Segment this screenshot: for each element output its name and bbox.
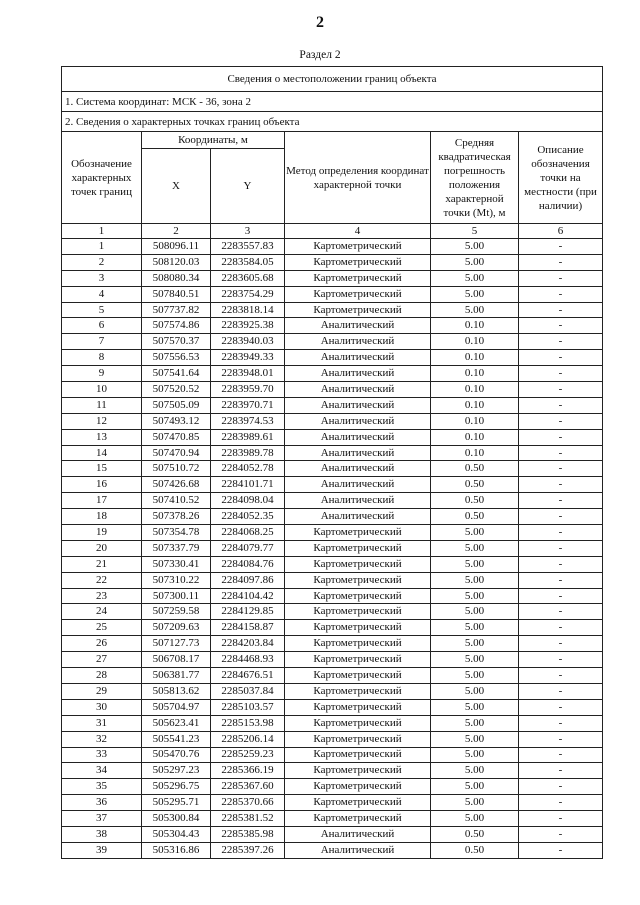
x-coordinate-cell: 507337.79 [142, 540, 211, 556]
table-row [62, 350, 603, 366]
table-row [62, 509, 603, 525]
method-cell: Картометрический [285, 604, 431, 620]
error-column-header: Средняя квадратическая погрешность положения характерной точки (Mt), м [431, 132, 519, 224]
table-row [62, 763, 603, 779]
x-coordinate-cell: 507505.09 [142, 397, 211, 413]
method-cell: Картометрический [285, 652, 431, 668]
description-cell: - [519, 445, 603, 461]
table-row [62, 413, 603, 429]
method-cell: Картометрический [285, 572, 431, 588]
description-column-header: Описание обозначения точки на местности (при наличии) [519, 132, 603, 224]
table-row [62, 540, 603, 556]
table-row [62, 461, 603, 477]
description-cell: - [519, 239, 603, 255]
description-cell: - [519, 461, 603, 477]
error-cell: 0.10 [431, 350, 519, 366]
x-coordinate-cell: 505304.43 [142, 826, 211, 842]
column-number: 6 [519, 224, 603, 239]
method-cell: Картометрический [285, 683, 431, 699]
table-row [62, 747, 603, 763]
point-id-cell: 4 [62, 286, 142, 302]
point-id-cell: 29 [62, 683, 142, 699]
x-coordinate-cell: 507840.51 [142, 286, 211, 302]
method-cell: Картометрический [285, 811, 431, 827]
x-column-header: X [142, 149, 211, 224]
y-coordinate-cell: 2284052.35 [211, 509, 285, 525]
y-coordinate-cell: 2283949.33 [211, 350, 285, 366]
point-id-cell: 25 [62, 620, 142, 636]
point-id-cell: 9 [62, 366, 142, 382]
method-cell: Картометрический [285, 668, 431, 684]
method-cell: Картометрический [285, 270, 431, 286]
x-coordinate-cell: 507541.64 [142, 366, 211, 382]
error-cell: 0.50 [431, 826, 519, 842]
x-coordinate-cell: 507426.68 [142, 477, 211, 493]
point-id-cell: 17 [62, 493, 142, 509]
point-id-cell: 31 [62, 715, 142, 731]
description-cell: - [519, 620, 603, 636]
y-coordinate-cell: 2284158.87 [211, 620, 285, 636]
table-row [62, 588, 603, 604]
page-number: 2 [316, 14, 324, 31]
description-cell: - [519, 572, 603, 588]
x-coordinate-cell: 507310.22 [142, 572, 211, 588]
x-coordinate-cell: 507209.63 [142, 620, 211, 636]
x-coordinate-cell: 505813.62 [142, 683, 211, 699]
points-heading-row [62, 112, 603, 132]
point-id-cell: 11 [62, 397, 142, 413]
x-coordinate-cell: 507493.12 [142, 413, 211, 429]
y-coordinate-cell: 2284104.42 [211, 588, 285, 604]
error-cell: 0.10 [431, 413, 519, 429]
description-cell: - [519, 699, 603, 715]
x-coordinate-cell: 505297.23 [142, 763, 211, 779]
table-row [62, 239, 603, 255]
method-cell: Картометрический [285, 731, 431, 747]
error-cell: 0.10 [431, 445, 519, 461]
y-coordinate-cell: 2284097.86 [211, 572, 285, 588]
description-cell: - [519, 636, 603, 652]
method-cell: Картометрический [285, 795, 431, 811]
description-cell: - [519, 318, 603, 334]
table-row [62, 445, 603, 461]
point-id-cell: 23 [62, 588, 142, 604]
description-cell: - [519, 683, 603, 699]
table-row [62, 683, 603, 699]
column-header-row [62, 132, 603, 149]
description-cell: - [519, 286, 603, 302]
table-row [62, 826, 603, 842]
y-coordinate-cell: 2283940.03 [211, 334, 285, 350]
table-row [62, 652, 603, 668]
y-coordinate-cell: 2285381.52 [211, 811, 285, 827]
point-id-cell: 19 [62, 525, 142, 541]
x-coordinate-cell: 507410.52 [142, 493, 211, 509]
method-cell: Аналитический [285, 826, 431, 842]
description-cell: - [519, 302, 603, 318]
description-cell: - [519, 254, 603, 270]
description-cell: - [519, 826, 603, 842]
x-coordinate-cell: 506708.17 [142, 652, 211, 668]
x-coordinate-cell: 507510.72 [142, 461, 211, 477]
table-row [62, 811, 603, 827]
x-coordinate-cell: 507330.41 [142, 556, 211, 572]
description-cell: - [519, 556, 603, 572]
method-cell: Аналитический [285, 413, 431, 429]
table-row [62, 302, 603, 318]
method-cell: Аналитический [285, 334, 431, 350]
error-cell: 5.00 [431, 254, 519, 270]
method-cell: Картометрический [285, 715, 431, 731]
description-cell: - [519, 525, 603, 541]
table-row [62, 493, 603, 509]
description-cell: - [519, 604, 603, 620]
y-coordinate-cell: 2285370.66 [211, 795, 285, 811]
description-cell: - [519, 747, 603, 763]
y-coordinate-cell: 2283974.53 [211, 413, 285, 429]
x-coordinate-cell: 505704.97 [142, 699, 211, 715]
x-coordinate-cell: 505300.84 [142, 811, 211, 827]
error-cell: 5.00 [431, 747, 519, 763]
table-row [62, 270, 603, 286]
table-row [62, 668, 603, 684]
table-row [62, 699, 603, 715]
x-coordinate-cell: 507556.53 [142, 350, 211, 366]
table-row [62, 366, 603, 382]
table-row [62, 620, 603, 636]
error-cell: 5.00 [431, 286, 519, 302]
error-cell: 5.00 [431, 763, 519, 779]
method-cell: Картометрический [285, 540, 431, 556]
x-coordinate-cell: 507127.73 [142, 636, 211, 652]
error-cell: 5.00 [431, 239, 519, 255]
point-id-cell: 36 [62, 795, 142, 811]
description-cell: - [519, 731, 603, 747]
method-cell: Аналитический [285, 461, 431, 477]
point-column-header: Обозначение характерных точек границ [62, 132, 142, 224]
error-cell: 5.00 [431, 811, 519, 827]
error-cell: 0.10 [431, 318, 519, 334]
method-cell: Картометрический [285, 747, 431, 763]
column-number: 2 [142, 224, 211, 239]
method-cell: Картометрический [285, 779, 431, 795]
y-coordinate-cell: 2284676.51 [211, 668, 285, 684]
x-coordinate-cell: 507259.58 [142, 604, 211, 620]
point-id-cell: 39 [62, 842, 142, 858]
y-coordinate-cell: 2284052.78 [211, 461, 285, 477]
y-coordinate-cell: 2285397.26 [211, 842, 285, 858]
coordinates-column-header: Координаты, м [142, 132, 285, 149]
description-cell: - [519, 668, 603, 684]
table-header [62, 67, 603, 239]
method-cell: Картометрический [285, 763, 431, 779]
method-cell: Аналитический [285, 429, 431, 445]
method-cell: Аналитический [285, 318, 431, 334]
point-id-cell: 28 [62, 668, 142, 684]
table-row [62, 382, 603, 398]
point-id-cell: 22 [62, 572, 142, 588]
error-cell: 0.50 [431, 477, 519, 493]
table-row [62, 715, 603, 731]
y-coordinate-cell: 2285206.14 [211, 731, 285, 747]
table-row [62, 604, 603, 620]
error-cell: 5.00 [431, 668, 519, 684]
table-row [62, 636, 603, 652]
coordinate-system: 1. Система координат: МСК - 36, зона 2 [62, 92, 603, 112]
point-id-cell: 1 [62, 239, 142, 255]
y-coordinate-cell: 2283989.78 [211, 445, 285, 461]
description-cell: - [519, 477, 603, 493]
y-coordinate-cell: 2284203.84 [211, 636, 285, 652]
x-coordinate-cell: 507520.52 [142, 382, 211, 398]
y-coordinate-cell: 2285366.19 [211, 763, 285, 779]
boundary-points-table [61, 66, 603, 859]
y-coordinate-cell: 2284129.85 [211, 604, 285, 620]
method-cell: Аналитический [285, 397, 431, 413]
y-coordinate-cell: 2283989.61 [211, 429, 285, 445]
error-cell: 5.00 [431, 715, 519, 731]
y-coordinate-cell: 2284098.04 [211, 493, 285, 509]
table-title-row [62, 67, 603, 92]
x-coordinate-cell: 508096.11 [142, 239, 211, 255]
point-id-cell: 13 [62, 429, 142, 445]
y-coordinate-cell: 2285259.23 [211, 747, 285, 763]
error-cell: 5.00 [431, 699, 519, 715]
point-id-cell: 12 [62, 413, 142, 429]
table-row [62, 429, 603, 445]
x-coordinate-cell: 508080.34 [142, 270, 211, 286]
point-id-cell: 15 [62, 461, 142, 477]
y-coordinate-cell: 2283970.71 [211, 397, 285, 413]
error-cell: 5.00 [431, 556, 519, 572]
point-id-cell: 6 [62, 318, 142, 334]
x-coordinate-cell: 507354.78 [142, 525, 211, 541]
method-cell: Аналитический [285, 509, 431, 525]
description-cell: - [519, 811, 603, 827]
point-id-cell: 21 [62, 556, 142, 572]
point-id-cell: 18 [62, 509, 142, 525]
method-cell: Аналитический [285, 366, 431, 382]
description-cell: - [519, 350, 603, 366]
error-cell: 5.00 [431, 779, 519, 795]
x-coordinate-cell: 508120.03 [142, 254, 211, 270]
description-cell: - [519, 493, 603, 509]
x-coordinate-cell: 506381.77 [142, 668, 211, 684]
point-id-cell: 35 [62, 779, 142, 795]
error-cell: 5.00 [431, 795, 519, 811]
x-coordinate-cell: 507300.11 [142, 588, 211, 604]
table-body [62, 239, 603, 859]
method-cell: Картометрический [285, 286, 431, 302]
table-row [62, 254, 603, 270]
error-cell: 5.00 [431, 620, 519, 636]
table-row [62, 572, 603, 588]
column-number: 1 [62, 224, 142, 239]
error-cell: 5.00 [431, 302, 519, 318]
description-cell: - [519, 366, 603, 382]
point-id-cell: 3 [62, 270, 142, 286]
error-cell: 0.10 [431, 397, 519, 413]
table-row [62, 556, 603, 572]
point-id-cell: 32 [62, 731, 142, 747]
y-coordinate-cell: 2283818.14 [211, 302, 285, 318]
point-id-cell: 2 [62, 254, 142, 270]
method-cell: Аналитический [285, 842, 431, 858]
error-cell: 5.00 [431, 270, 519, 286]
y-coordinate-cell: 2285037.84 [211, 683, 285, 699]
section-label: Раздел 2 [299, 49, 341, 61]
method-cell: Аналитический [285, 382, 431, 398]
point-id-cell: 10 [62, 382, 142, 398]
description-cell: - [519, 763, 603, 779]
method-cell: Картометрический [285, 525, 431, 541]
table-row [62, 334, 603, 350]
method-cell: Аналитический [285, 493, 431, 509]
y-column-header: Y [211, 149, 285, 224]
table-row [62, 397, 603, 413]
point-id-cell: 34 [62, 763, 142, 779]
column-number: 3 [211, 224, 285, 239]
y-coordinate-cell: 2285153.98 [211, 715, 285, 731]
method-cell: Картометрический [285, 302, 431, 318]
error-cell: 0.50 [431, 842, 519, 858]
point-id-cell: 33 [62, 747, 142, 763]
method-cell: Картометрический [285, 636, 431, 652]
error-cell: 0.50 [431, 509, 519, 525]
method-column-header: Метод определения координат характерной точки [285, 132, 431, 224]
point-id-cell: 38 [62, 826, 142, 842]
error-cell: 0.10 [431, 429, 519, 445]
point-id-cell: 20 [62, 540, 142, 556]
error-cell: 0.10 [431, 382, 519, 398]
y-coordinate-cell: 2283584.05 [211, 254, 285, 270]
y-coordinate-cell: 2283754.29 [211, 286, 285, 302]
description-cell: - [519, 429, 603, 445]
point-id-cell: 7 [62, 334, 142, 350]
method-cell: Картометрический [285, 254, 431, 270]
error-cell: 5.00 [431, 652, 519, 668]
description-cell: - [519, 842, 603, 858]
table-row [62, 842, 603, 858]
method-cell: Картометрический [285, 239, 431, 255]
y-coordinate-cell: 2285367.60 [211, 779, 285, 795]
description-cell: - [519, 397, 603, 413]
error-cell: 5.00 [431, 636, 519, 652]
method-cell: Аналитический [285, 445, 431, 461]
error-cell: 5.00 [431, 588, 519, 604]
error-cell: 5.00 [431, 731, 519, 747]
description-cell: - [519, 795, 603, 811]
x-coordinate-cell: 507470.94 [142, 445, 211, 461]
table-row [62, 318, 603, 334]
table-row [62, 286, 603, 302]
y-coordinate-cell: 2283605.68 [211, 270, 285, 286]
x-coordinate-cell: 507574.86 [142, 318, 211, 334]
table-row [62, 477, 603, 493]
error-cell: 0.10 [431, 334, 519, 350]
table-row [62, 731, 603, 747]
y-coordinate-cell: 2284068.25 [211, 525, 285, 541]
table-row [62, 795, 603, 811]
method-cell: Картометрический [285, 620, 431, 636]
point-id-cell: 24 [62, 604, 142, 620]
x-coordinate-cell: 507470.85 [142, 429, 211, 445]
error-cell: 0.50 [431, 493, 519, 509]
point-id-cell: 14 [62, 445, 142, 461]
y-coordinate-cell: 2283959.70 [211, 382, 285, 398]
column-number: 5 [431, 224, 519, 239]
x-coordinate-cell: 507570.37 [142, 334, 211, 350]
y-coordinate-cell: 2284468.93 [211, 652, 285, 668]
error-cell: 5.00 [431, 683, 519, 699]
y-coordinate-cell: 2284079.77 [211, 540, 285, 556]
method-cell: Картометрический [285, 588, 431, 604]
table-title: Сведения о местоположении границ объекта [62, 67, 603, 92]
description-cell: - [519, 413, 603, 429]
method-cell: Аналитический [285, 350, 431, 366]
y-coordinate-cell: 2285103.57 [211, 699, 285, 715]
y-coordinate-cell: 2284084.76 [211, 556, 285, 572]
y-coordinate-cell: 2283557.83 [211, 239, 285, 255]
description-cell: - [519, 715, 603, 731]
description-cell: - [519, 779, 603, 795]
error-cell: 0.10 [431, 366, 519, 382]
column-number: 4 [285, 224, 431, 239]
description-cell: - [519, 588, 603, 604]
description-cell: - [519, 509, 603, 525]
x-coordinate-cell: 505541.23 [142, 731, 211, 747]
table-row [62, 779, 603, 795]
method-cell: Картометрический [285, 699, 431, 715]
description-cell: - [519, 540, 603, 556]
point-id-cell: 27 [62, 652, 142, 668]
description-cell: - [519, 382, 603, 398]
error-cell: 5.00 [431, 572, 519, 588]
x-coordinate-cell: 505623.41 [142, 715, 211, 731]
method-cell: Картометрический [285, 556, 431, 572]
y-coordinate-cell: 2283948.01 [211, 366, 285, 382]
coordinate-system-row [62, 92, 603, 112]
error-cell: 5.00 [431, 540, 519, 556]
x-coordinate-cell: 505295.71 [142, 795, 211, 811]
method-cell: Аналитический [285, 477, 431, 493]
point-id-cell: 8 [62, 350, 142, 366]
x-coordinate-cell: 505470.76 [142, 747, 211, 763]
description-cell: - [519, 652, 603, 668]
points-heading: 2. Сведения о характерных точках границ объекта [62, 112, 603, 132]
x-coordinate-cell: 507737.82 [142, 302, 211, 318]
x-coordinate-cell: 505316.86 [142, 842, 211, 858]
table-row [62, 525, 603, 541]
point-id-cell: 26 [62, 636, 142, 652]
point-id-cell: 37 [62, 811, 142, 827]
error-cell: 0.50 [431, 461, 519, 477]
column-number-row [62, 224, 603, 239]
y-coordinate-cell: 2283925.38 [211, 318, 285, 334]
point-id-cell: 5 [62, 302, 142, 318]
x-coordinate-cell: 505296.75 [142, 779, 211, 795]
y-coordinate-cell: 2285385.98 [211, 826, 285, 842]
point-id-cell: 30 [62, 699, 142, 715]
error-cell: 5.00 [431, 525, 519, 541]
x-coordinate-cell: 507378.26 [142, 509, 211, 525]
point-id-cell: 16 [62, 477, 142, 493]
error-cell: 5.00 [431, 604, 519, 620]
description-cell: - [519, 334, 603, 350]
y-coordinate-cell: 2284101.71 [211, 477, 285, 493]
description-cell: - [519, 270, 603, 286]
